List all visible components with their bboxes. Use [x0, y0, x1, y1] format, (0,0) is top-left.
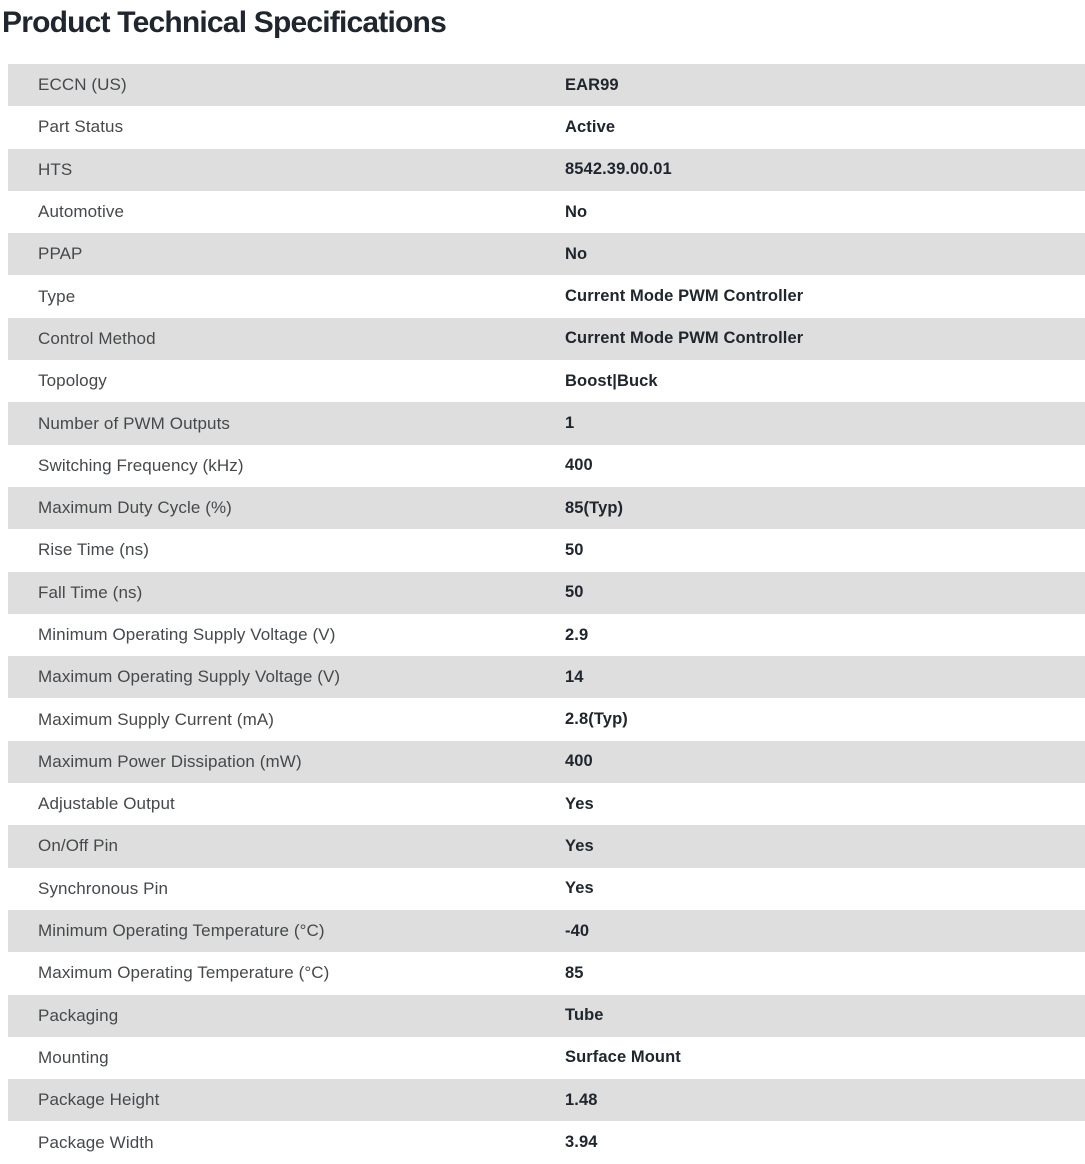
spec-value: 50 [565, 583, 584, 602]
table-row [8, 614, 1085, 656]
table-row [8, 233, 1085, 275]
table-row [8, 487, 1085, 529]
table-row [8, 1121, 1085, 1163]
spec-value: 85(Typ) [565, 498, 624, 517]
table-row [8, 149, 1085, 191]
spec-label: Minimum Operating Temperature (°C) [38, 921, 325, 941]
spec-value: Current Mode PWM Controller [565, 329, 804, 348]
spec-label: Minimum Operating Supply Voltage (V) [38, 625, 336, 644]
table-row [8, 910, 1085, 952]
spec-value: 400 [565, 752, 593, 771]
spec-label: Package Width [38, 1132, 154, 1152]
spec-label: Packaging [38, 1005, 119, 1025]
spec-label: Topology [38, 371, 107, 391]
spec-label: ECCN (US) [38, 75, 127, 95]
spec-label: Control Method [38, 328, 156, 348]
spec-value: Surface Mount [565, 1048, 681, 1067]
spec-value: No [565, 202, 588, 221]
spec-value: No [565, 244, 588, 263]
spec-table-body [8, 64, 1085, 1164]
spec-label: Automotive [38, 202, 125, 222]
spec-value: 50 [565, 540, 584, 559]
spec-label: Switching Frequency (kHz) [38, 455, 244, 475]
page-header [0, 0, 1085, 64]
spec-value: 3.94 [565, 1133, 598, 1152]
spec-label: Adjustable Output [38, 794, 175, 814]
spec-label: Maximum Power Dissipation (mW) [38, 751, 302, 771]
spec-label: Maximum Duty Cycle (%) [38, 498, 232, 518]
spec-label: PPAP [38, 244, 83, 264]
spec-label: Synchronous Pin [38, 878, 169, 898]
spec-label: Mounting [38, 1047, 109, 1067]
spec-value: 2.8(Typ) [565, 710, 628, 729]
spec-value: 400 [565, 456, 593, 475]
table-row [8, 360, 1085, 402]
table-row [8, 995, 1085, 1037]
table-row [8, 275, 1085, 317]
table-row [8, 868, 1085, 910]
spec-label: Type [38, 286, 76, 306]
table-row [8, 1079, 1085, 1121]
spec-value: Boost|Buck [565, 371, 658, 390]
spec-label: HTS [38, 159, 73, 179]
spec-value: EAR99 [565, 75, 619, 94]
spec-value: Tube [565, 1006, 604, 1025]
table-row [8, 64, 1085, 106]
spec-label: Rise Time (ns) [38, 540, 149, 560]
spec-label: Number of PWM Outputs [38, 413, 230, 433]
spec-label: Part Status [38, 117, 124, 137]
table-row [8, 318, 1085, 360]
spec-label: On/Off Pin [38, 836, 119, 856]
spec-value: 8542.39.00.01 [565, 160, 672, 179]
spec-value: 14 [565, 667, 584, 686]
table-row [8, 572, 1085, 614]
spec-value: -40 [565, 921, 590, 940]
spec-value: Yes [565, 879, 594, 898]
spec-value: Yes [565, 836, 594, 855]
table-row [8, 741, 1085, 783]
spec-value: Yes [565, 794, 594, 813]
table-row [8, 952, 1085, 994]
table-row [8, 445, 1085, 487]
table-row [8, 106, 1085, 148]
spec-label: Maximum Operating Temperature (°C) [38, 963, 330, 983]
spec-label: Package Height [38, 1090, 160, 1110]
table-row [8, 1037, 1085, 1079]
table-row [8, 698, 1085, 740]
spec-label: Maximum Supply Current (mA) [38, 709, 275, 729]
spec-value: 2.9 [565, 625, 589, 644]
table-row [8, 783, 1085, 825]
spec-value: 85 [565, 963, 584, 982]
spec-value: Current Mode PWM Controller [565, 287, 804, 306]
table-row [8, 825, 1085, 867]
spec-value: 1.48 [565, 1090, 598, 1109]
table-row [8, 402, 1085, 444]
table-row [8, 656, 1085, 698]
spec-value: 1 [565, 414, 575, 433]
spec-table [8, 64, 1085, 1164]
table-row [8, 191, 1085, 233]
page-title: Product Technical Specifications [2, 6, 446, 39]
table-row [8, 529, 1085, 571]
spec-value: Active [565, 117, 616, 136]
spec-label: Fall Time (ns) [38, 582, 143, 602]
spec-label: Maximum Operating Supply Voltage (V) [38, 667, 341, 687]
